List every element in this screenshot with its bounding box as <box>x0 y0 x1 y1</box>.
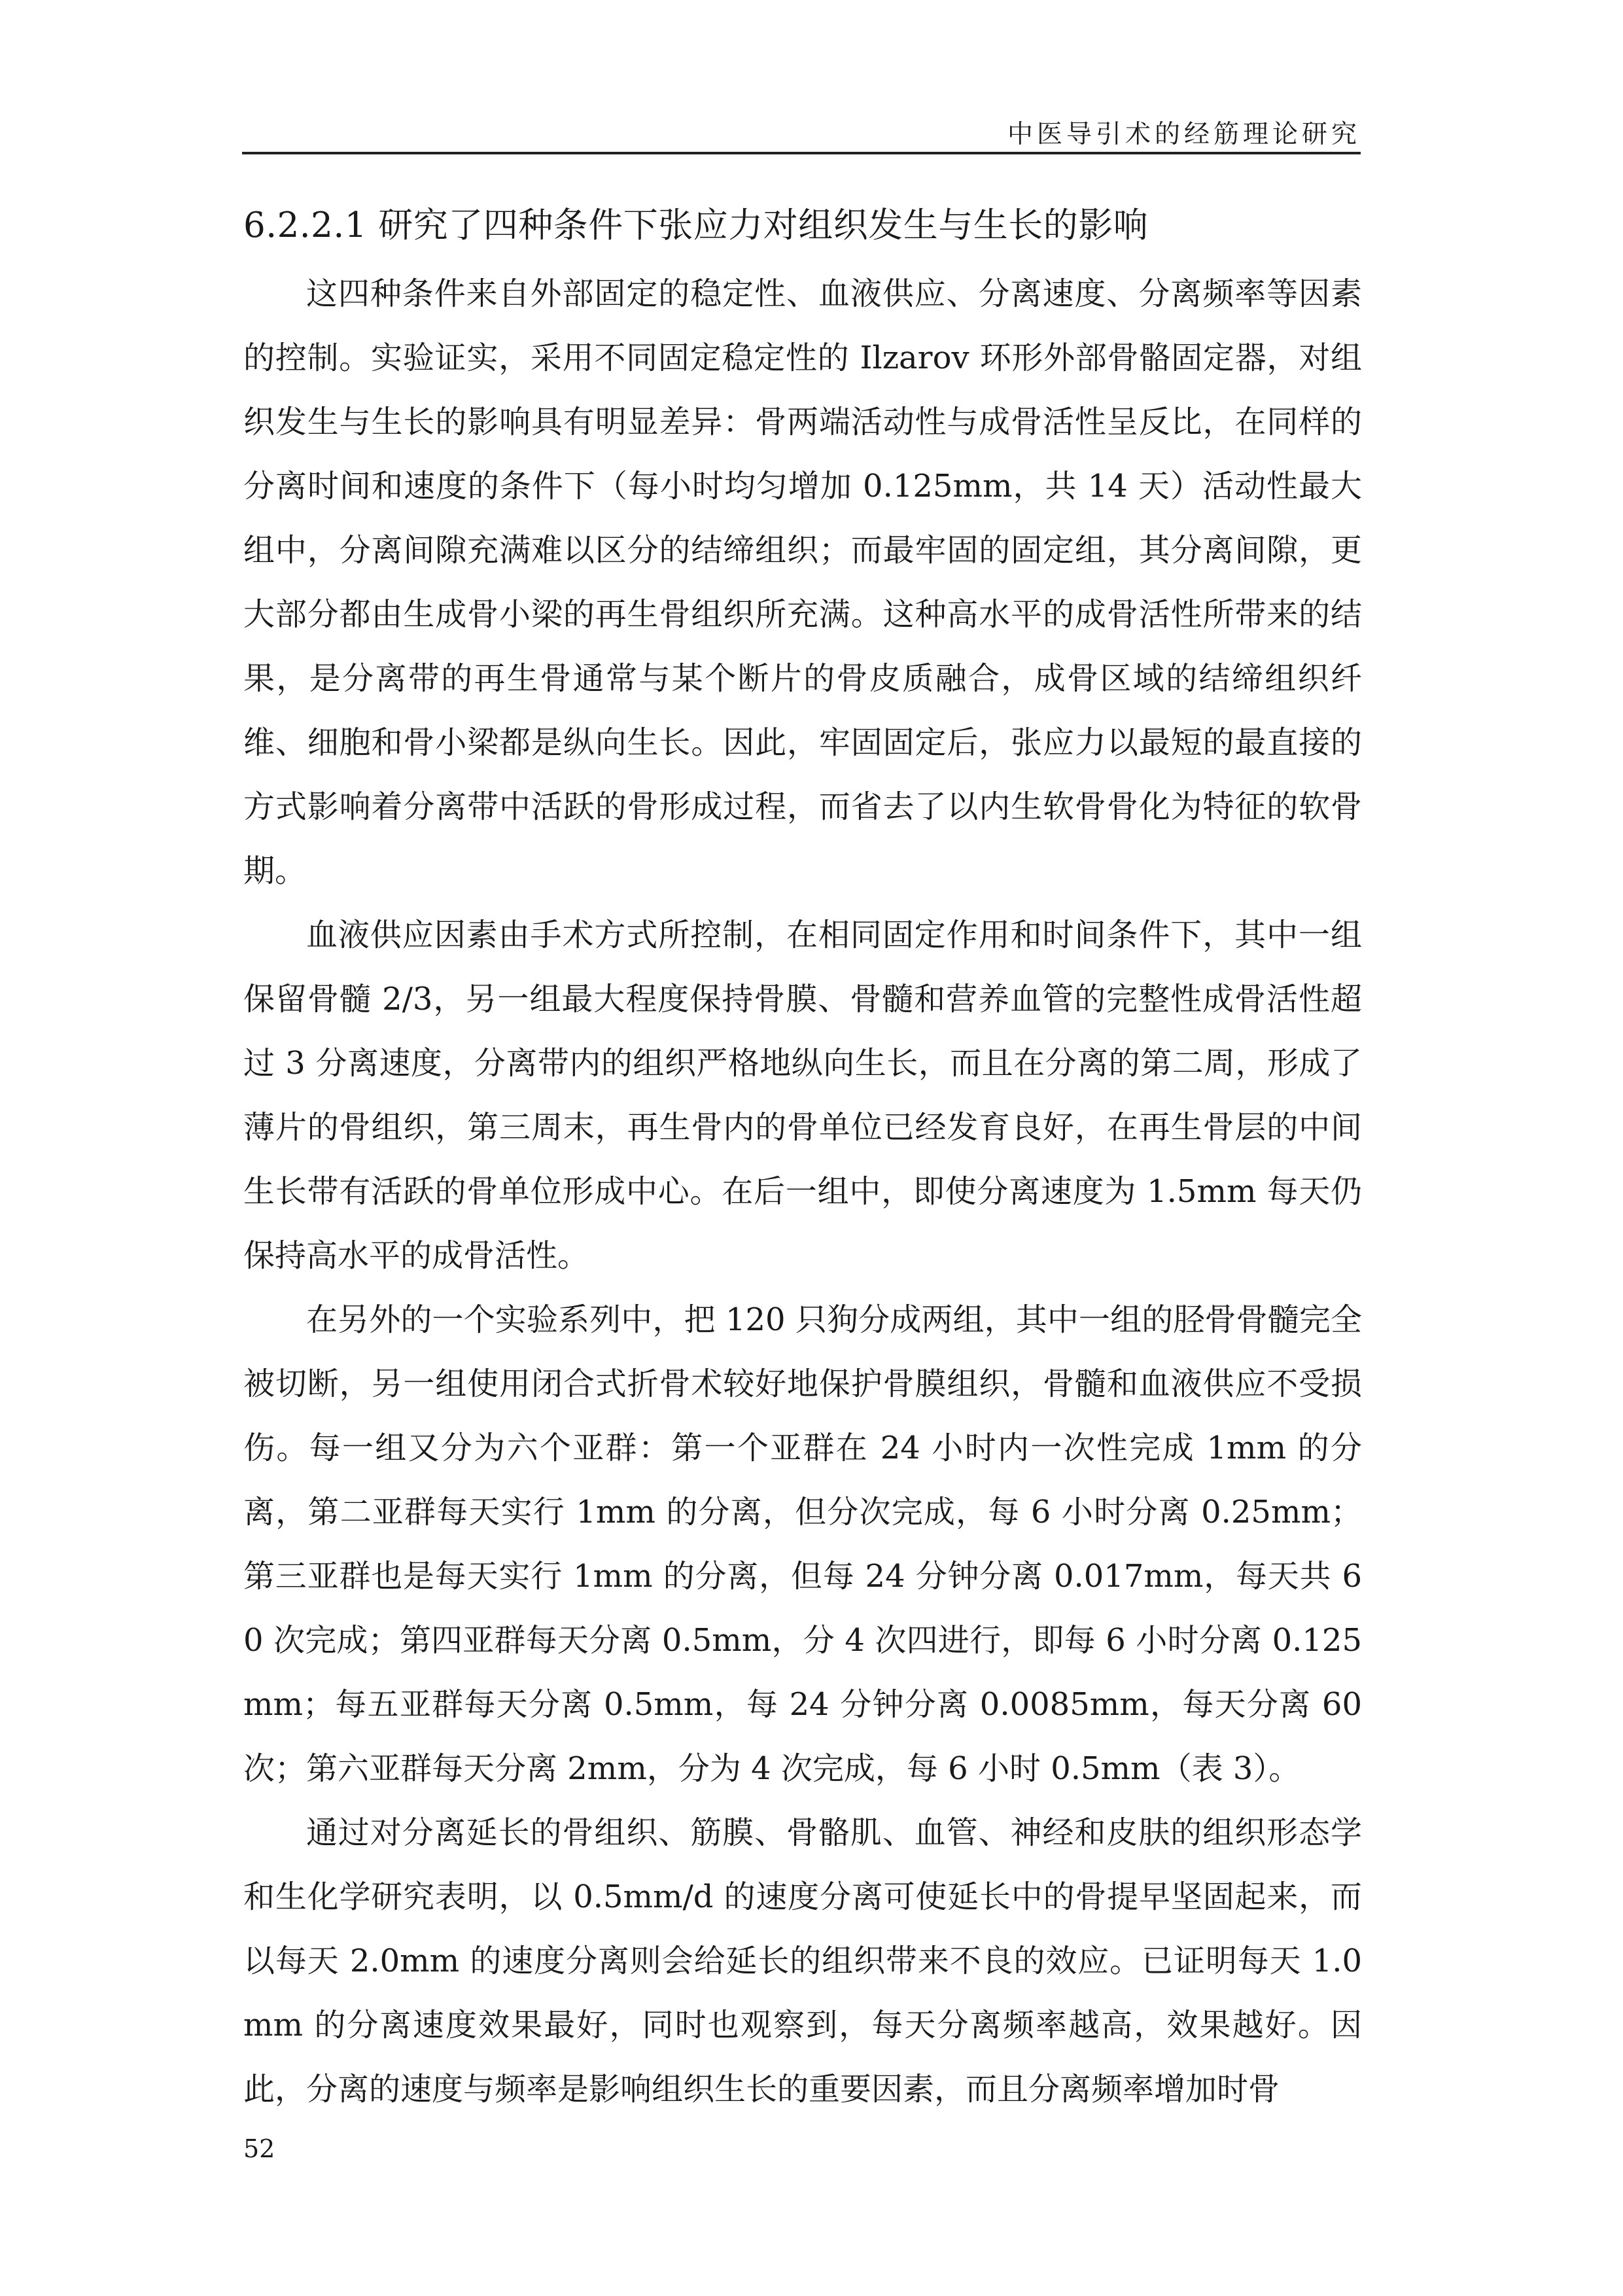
running-header-title: 中医导引术的经筋理论研究 <box>1007 120 1361 149</box>
body-text <box>243 262 1362 2121</box>
section-heading: 6.2.2.1 研究了四种条件下张应力对组织发生与生长的影响 <box>243 205 1149 245</box>
paragraph: 在另外的一个实验系列中，把 120 只狗分成两组，其中一组的胫骨骨髓完全被切断，另一组使用闭合式折骨术较好地保护骨膜组织，骨髓和血液供应不受损伤。每一组又分为六个亚群：第一个亚群在 24 小时内一次性完成 1mm 的分离，第二亚群每天实行 1mm 的分离，但分次完成，每 6 小时分离 0.25mm；第三亚群也是每天实行 1mm 的分离，但每 24 分钟分离 0.017mm，每天共 60 次完成；第四亚群每天分离 0.5mm，分 4 次四进行，即每 6 小时分离 0.125mm；每五亚群每天分离 0.5mm，每 24 分钟分离 0.0085mm，每天分离 60 次；第六亚群每天分离 2mm，分为 4 次完成，每 6 小时 0.5mm（表 3）。 <box>243 1301 1362 1787</box>
paragraph: 这四种条件来自外部固定的稳定性、血液供应、分离速度、分离频率等因素的控制。实验证实，采用不同固定稳定性的 Ilzarov 环形外部骨骼固定器，对组织发生与生长的影响具有明显差异：骨两端活动性与成骨活性呈反比，在同样的分离时间和速度的条件下（每小时均匀增加 0.125mm，共 14 天）活动性最大组中，分离间隙充满难以区分的结缔组织；而最牢固的固定组，其分离间隙，更大部分都由生成骨小梁的再生骨组织所充满。这种高水平的成骨活性所带来的结果，是分离带的再生骨通常与某个断片的骨皮质融合，成骨区域的结缔组织纤维、细胞和骨小梁都是纵向生长。因此，牢固固定后，张应力以最短的最直接的方式影响着分离带中活跃的骨形成过程，而省去了以内生软骨骨化为特征的软骨期。 <box>243 275 1362 889</box>
running-header <box>242 111 1361 154</box>
paragraph: 血液供应因素由手术方式所控制，在相同固定作用和时间条件下，其中一组保留骨髓 2/3，另一组最大程度保持骨膜、骨髓和营养血管的完整性成骨活性超过 3 分离速度，分离带内的组织严格地纵向生长，而且在分离的第二周，形成了薄片的骨组织，第三周末，再生骨内的骨单位已经发育良好，在再生骨层的中间生长带有活跃的骨单位形成中心。在后一组中，即使分离速度为 1.5mm 每天仍保持高水平的成骨活性。 <box>243 917 1362 1274</box>
page-number: 52 <box>243 2134 275 2163</box>
paragraph: 通过对分离延长的骨组织、筋膜、骨骼肌、血管、神经和皮肤的组织形态学和生化学研究表明，以 0.5mm/d 的速度分离可使延长中的骨提早坚固起来，而以每天 2.0mm 的速度分离则会给延长的组织带来不良的效应。已证明每天 1.0mm 的分离速度效果最好，同时也观察到，每天分离频率越高，效果越好。因此，分离的速度与频率是影响组织生长的重要因素，而且分离频率增加时骨 <box>243 1814 1362 2108</box>
